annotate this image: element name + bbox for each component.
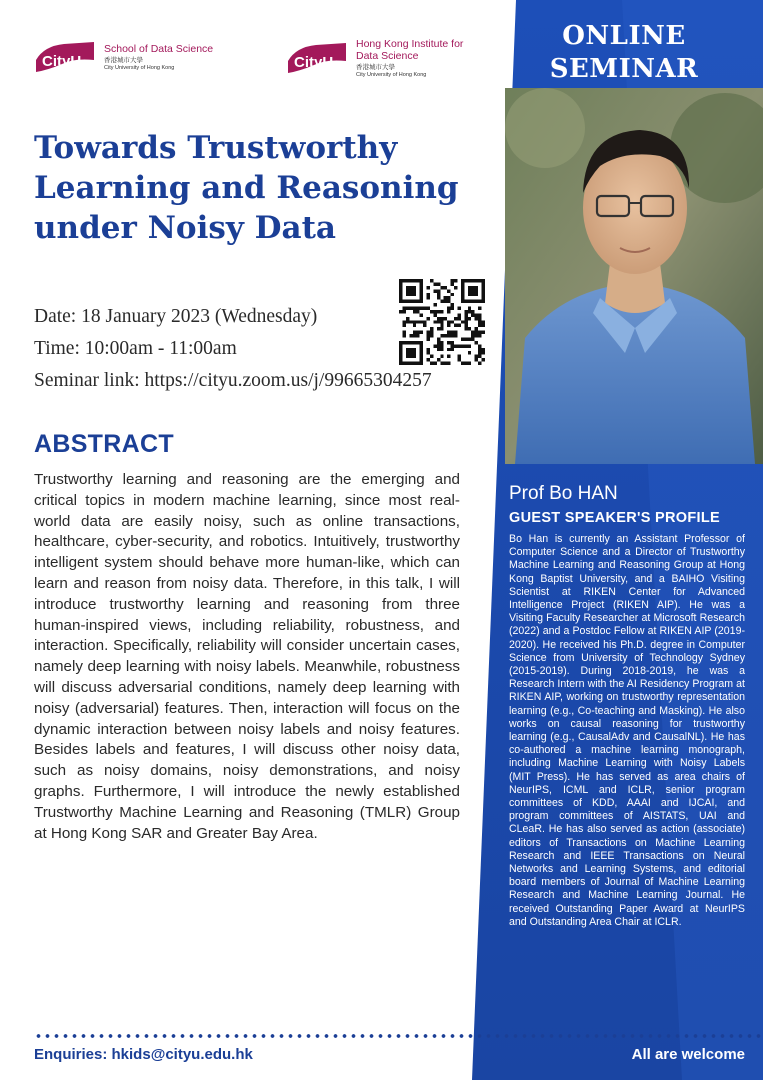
all-welcome-label: All are welcome xyxy=(631,1046,745,1063)
abstract-body: Trustworthy learning and reasoning are the emerging and critical topics in modern machine learning, since most real-world data are easily noisy, such as online transactions, healthcare, cyber-security, and robotics. Intuitively, trustworthy intelligent system should behave more human-like, which can learn and reason from noisy data. Therefore, in this talk, I will introduce trustworthy learning and reasoning from three human-inspired views, including reliability, robustness, and interaction. Specifically, reliability will consider uncertain cases, namely deep learning with noisy labels. Meanwhile, robustness will discuss adversarial conditions, namely deep learning with noisy (adversarial) features. Then, interaction will focus on the dynamic interaction between noisy labels and noisy features. Besides labels and features, I will discuss other noisy data, such as noisy domains, noisy demonstrations, and noisy graphs. Furthermore, I will introduce the newly established Trustworthy Machine Learning and Reasoning (TMLR) Group at Hong Kong SAR and Greater Bay Area. xyxy=(34,471,460,842)
speaker-photo xyxy=(505,88,763,464)
logo-sub-chinese: 香港城市大學 xyxy=(356,64,395,72)
logo-sub-english: City University of Hong Kong xyxy=(104,64,175,71)
abstract-heading: ABSTRACT xyxy=(34,430,174,458)
logo-name-line2: Data Science xyxy=(356,50,419,63)
enquiries-contact[interactable]: Enquiries: hkids@cityu.edu.hk xyxy=(34,1046,253,1063)
logo-name: Hong Kong Institute for xyxy=(356,38,464,50)
seminar-label: SEMINAR xyxy=(549,54,699,84)
seminar-time: Time: 10:00am - 11:00am xyxy=(34,338,237,359)
online-label: ONLINE xyxy=(562,21,686,51)
school-of-data-science-logo xyxy=(34,40,213,74)
cityu-logo-text: CityU xyxy=(294,53,334,71)
seminar-title: Towards Trustworthy Learning and Reasoning under Noisy Data xyxy=(34,130,459,246)
logo-name: School of Data Science xyxy=(104,43,214,56)
speaker-name: Prof Bo HAN xyxy=(509,483,618,504)
seminar-link[interactable]: Seminar link: https://cityu.zoom.us/j/99665304257 xyxy=(34,370,432,391)
online-seminar-label xyxy=(514,20,734,86)
cityu-logo-mark xyxy=(286,41,348,75)
seminar-date: Date: 18 January 2023 (Wednesday) xyxy=(34,306,318,327)
footer-divider xyxy=(34,1033,763,1039)
profile-body: Bo Han is currently an Assistant Professor of Computer Science and a Director of Trustworthy Machine Learning and Reasoning Group at Hong Kong Baptist University, and a BAIHO Visiting Scientist at RIKEN Center for Advanced Intelligence Project (RIKEN AIP). He was a Visiting Faculty Researcher at Microsoft Research (2022) and a Postdoc Fellow at RIKEN AIP (2019-2020). He received his Ph.D. degree in Computer Science from University of Technology Sydney (2015-2019). During 2018-2019, he was a Research Intern with the AI Residency Program at RIKEN AIP, working on trustworthy representation learning (e.g., Co-teaching and Masking). He also works on causal reasoning for trustworthy learning (e.g., CausalAdv and CausalNL). He has co-authored a machine learning monograph, including Machine Learning with Noisy Labels (MIT Press). He has served as area chairs of NeurIPS, ICML and ICLR, senior program committees of KDD, AAAI and IJCAI, and program committees of AISTATS, UAI and CLeaR. He has also served as action (associate) editors of Transactions on Machine Learning Research and IEEE Transactions on Neural Networks and Learning Systems, and editorial board members of Journal of Machine Learning Research and Machine Learning Journal. He received Outstanding Paper Award at NeurIPS and Outstanding Area Chair at ICLR. xyxy=(509,533,745,928)
logo-sub-english: City University of Hong Kong xyxy=(356,71,427,78)
logo-sub-chinese: 香港城市大學 xyxy=(104,57,143,65)
profile-heading: GUEST SPEAKER'S PROFILE xyxy=(509,510,720,526)
cityu-logo-mark xyxy=(34,40,96,74)
cityu-logo-text: CityU xyxy=(42,53,82,70)
hkids-logo xyxy=(286,38,463,78)
